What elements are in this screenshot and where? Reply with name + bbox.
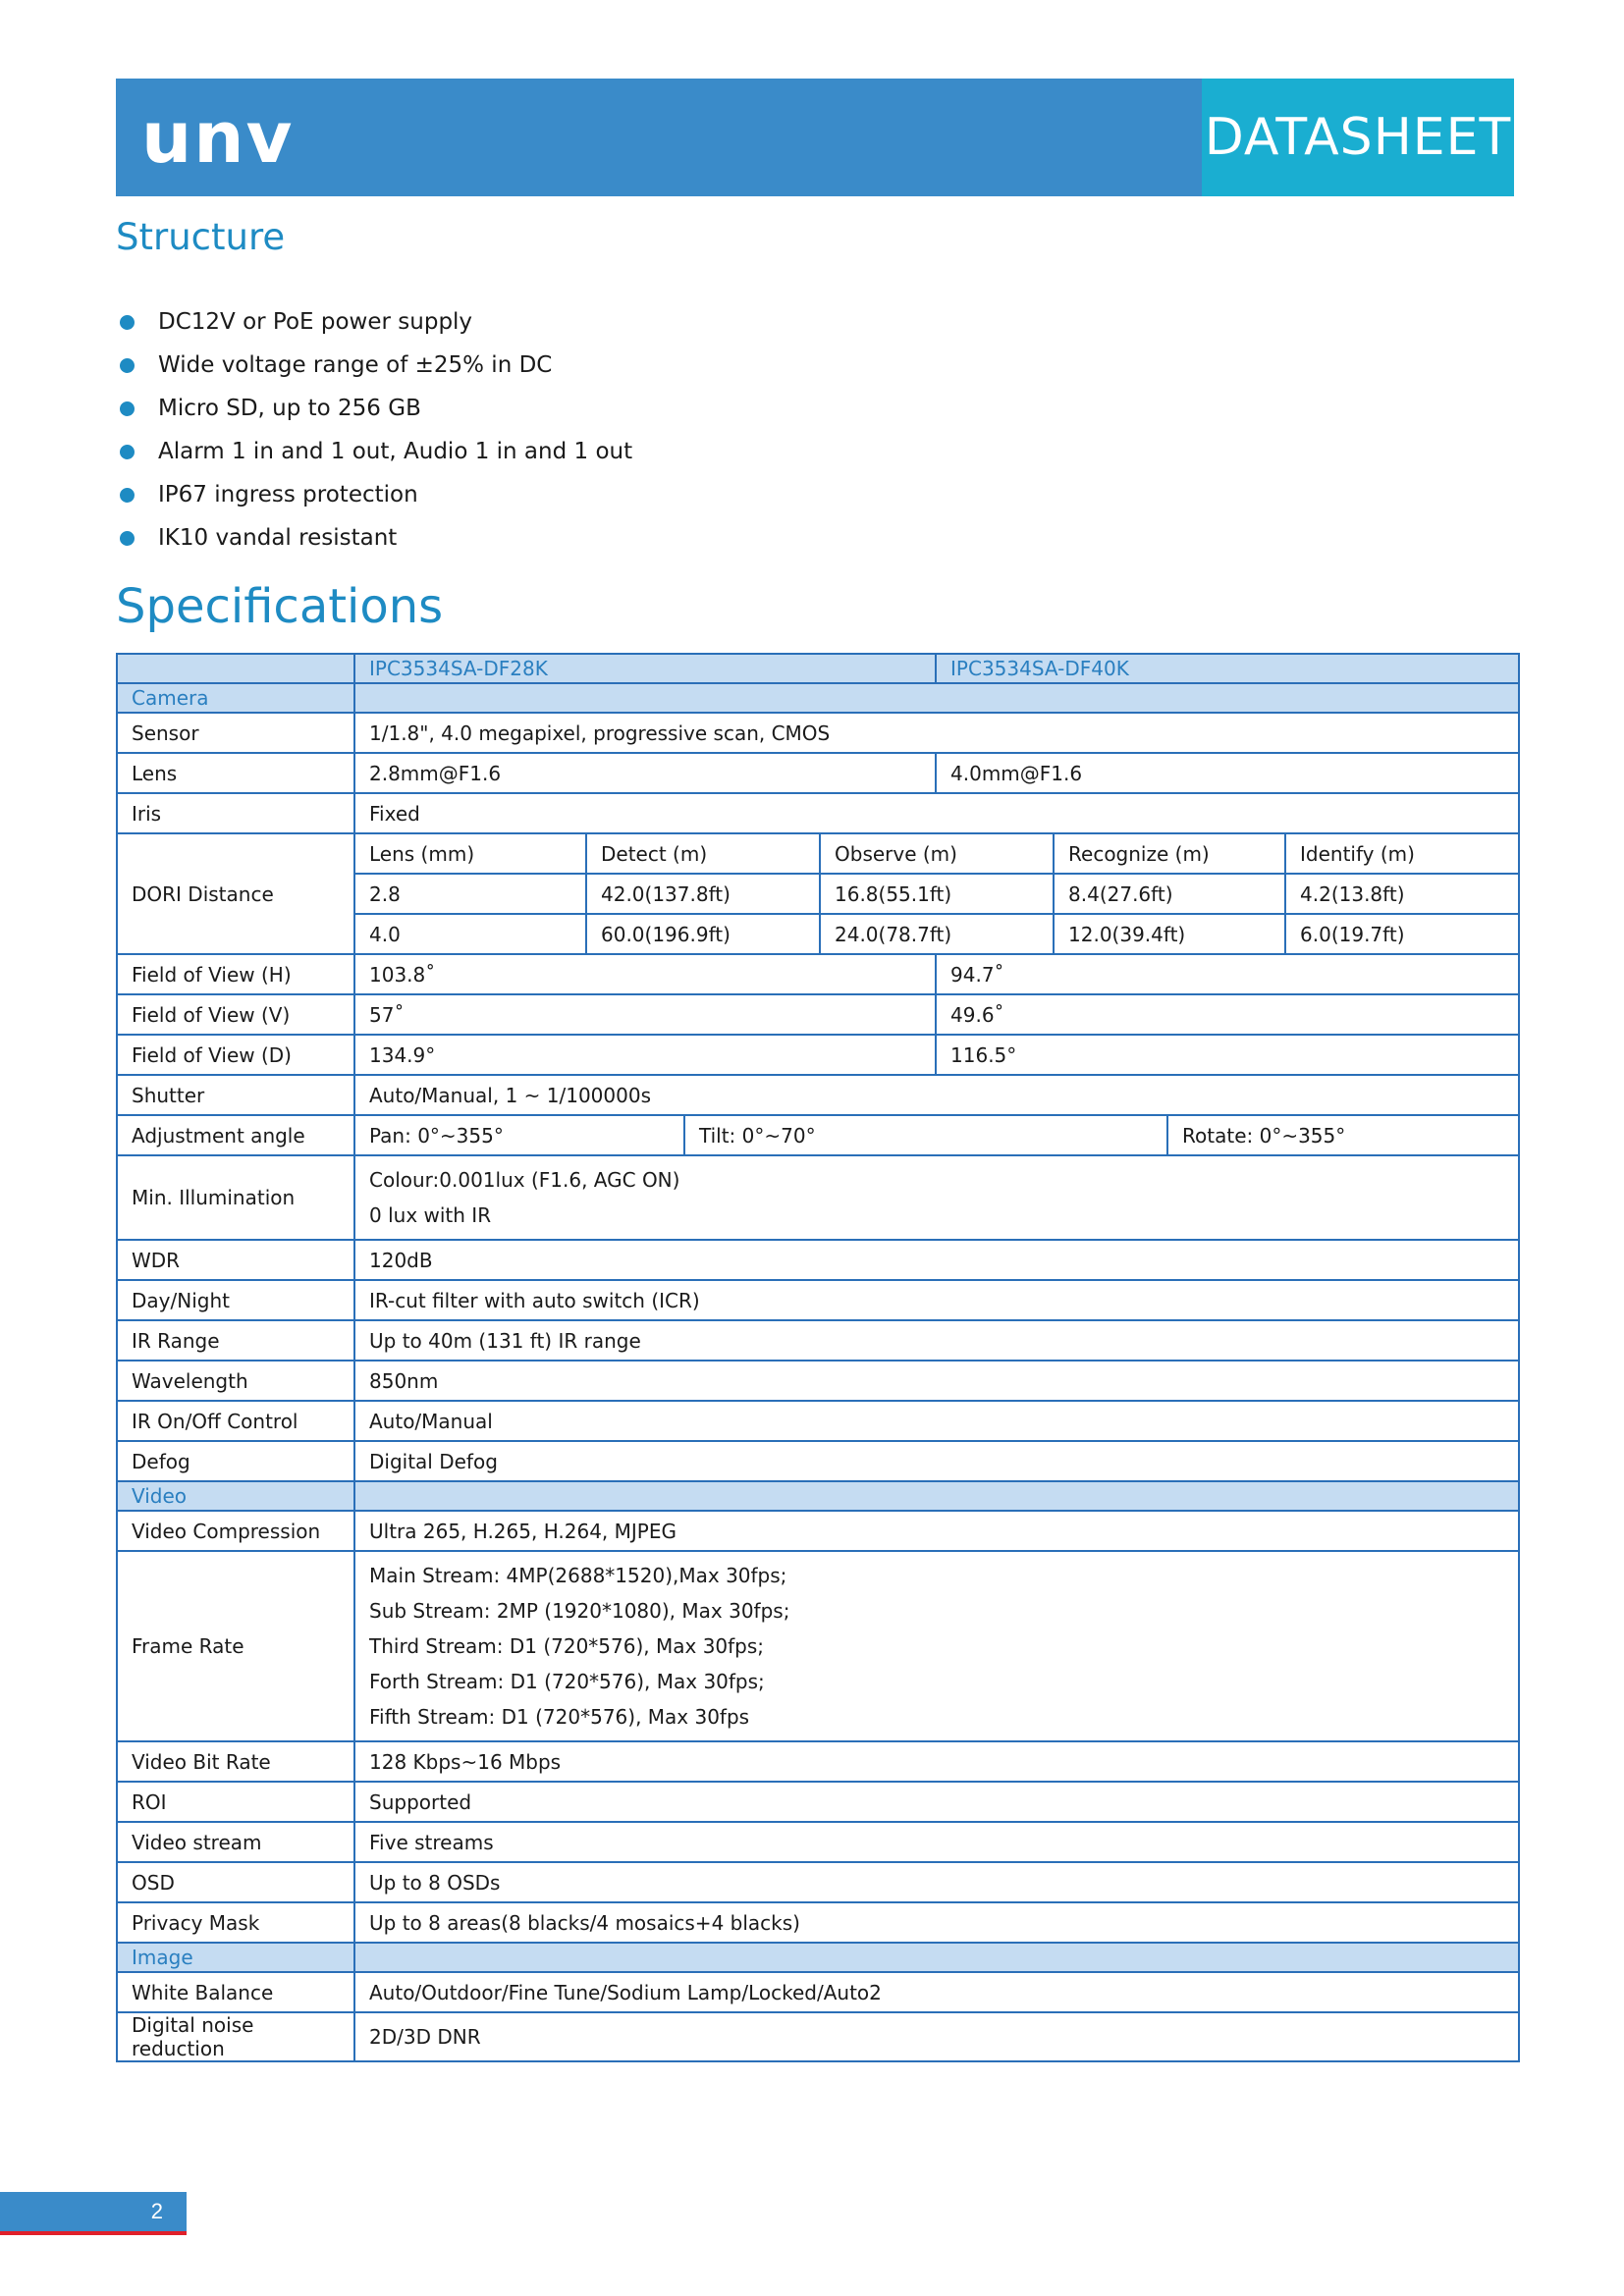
dori-cell: 60.0(196.9ft) (586, 914, 820, 954)
table-row (117, 753, 1519, 793)
row-label: Frame Rate (117, 1551, 354, 1741)
dori-cell: 8.4(27.6ft) (1054, 874, 1285, 914)
table-row (117, 1401, 1519, 1441)
table-row (117, 2012, 1519, 2061)
bullet-icon (120, 315, 135, 330)
row-value: 128 Kbps~16 Mbps (354, 1741, 1519, 1782)
table-row (117, 1441, 1519, 1481)
row-label: OSD (117, 1862, 354, 1902)
dori-cell: 16.8(55.1ft) (820, 874, 1054, 914)
table-row (117, 994, 1519, 1035)
dori-cell: 4.0 (354, 914, 586, 954)
dori-header-cell: Lens (mm) (354, 833, 586, 874)
row-value: Five streams (354, 1822, 1519, 1862)
table-cell (354, 1481, 1519, 1511)
table-row (117, 1902, 1519, 1943)
table-row (117, 1361, 1519, 1401)
row-value: IR-cut filter with auto switch (ICR) (354, 1280, 1519, 1320)
structure-list (116, 300, 632, 560)
row-label: Field of View (V) (117, 994, 354, 1035)
dori-header-cell: Identify (m) (1285, 833, 1519, 874)
row-label: DORI Distance (117, 833, 354, 954)
row-value: 134.9° (354, 1035, 936, 1075)
table-row (117, 713, 1519, 753)
table-row (117, 1320, 1519, 1361)
row-label: Sensor (117, 713, 354, 753)
category-image: Image (117, 1943, 354, 1972)
table-row (117, 1511, 1519, 1551)
row-label: Shutter (117, 1075, 354, 1115)
row-label: Field of View (H) (117, 954, 354, 994)
row-value: 850nm (354, 1361, 1519, 1401)
table-row (117, 1943, 1519, 1972)
row-value: Supported (354, 1782, 1519, 1822)
row-value: Auto/Manual (354, 1401, 1519, 1441)
row-label: ROI (117, 1782, 354, 1822)
bullet-icon (120, 445, 135, 459)
bullet-icon (120, 531, 135, 546)
row-label: Adjustment angle (117, 1115, 354, 1155)
bullet-icon (120, 401, 135, 416)
table-row (117, 1075, 1519, 1115)
list-item: Micro SD, up to 256 GB (116, 387, 632, 430)
row-label: Video Compression (117, 1511, 354, 1551)
dori-cell: 4.2(13.8ft) (1285, 874, 1519, 914)
table-row (117, 1115, 1519, 1155)
row-value: 2.8mm@F1.6 (354, 753, 936, 793)
page-number: 2 (0, 2192, 187, 2231)
datasheet-tag: DATASHEET (1202, 79, 1514, 196)
row-label: Min. Illumination (117, 1155, 354, 1240)
row-label: Lens (117, 753, 354, 793)
list-item: Wide voltage range of ±25% in DC (116, 344, 632, 387)
footer-divider (0, 2231, 187, 2235)
table-cell (354, 683, 1519, 713)
row-label: Day/Night (117, 1280, 354, 1320)
dori-cell: 6.0(19.7ft) (1285, 914, 1519, 954)
dori-cell: 24.0(78.7ft) (820, 914, 1054, 954)
table-row (117, 683, 1519, 713)
row-value: Up to 8 OSDs (354, 1862, 1519, 1902)
row-label: IR Range (117, 1320, 354, 1361)
brand-area (116, 79, 1202, 196)
dori-cell: 2.8 (354, 874, 586, 914)
dori-cell: 12.0(39.4ft) (1054, 914, 1285, 954)
row-value: Up to 8 areas(8 blacks/4 mosaics+4 blacks) (354, 1902, 1519, 1943)
table-row (117, 1155, 1519, 1240)
table-cell (354, 1943, 1519, 1972)
list-item: Alarm 1 in and 1 out, Audio 1 in and 1 out (116, 430, 632, 473)
model-header-28k: IPC3534SA-DF28K (354, 654, 936, 683)
row-value: 116.5° (936, 1035, 1519, 1075)
table-row (117, 1972, 1519, 2012)
list-item: IK10 vandal resistant (116, 516, 632, 560)
table-row (117, 1240, 1519, 1280)
row-label: Field of View (D) (117, 1035, 354, 1075)
model-header-40k: IPC3534SA-DF40K (936, 654, 1519, 683)
specifications-title: Specifications (116, 579, 444, 634)
row-value: Auto/Manual, 1 ~ 1/100000s (354, 1075, 1519, 1115)
row-label: Wavelength (117, 1361, 354, 1401)
row-label: White Balance (117, 1972, 354, 2012)
row-value: Main Stream: 4MP(2688*1520),Max 30fps; Sub Stream: 2MP (1920*1080), Max 30fps; Third Stream: D1 (720*576), Max 30fps; Forth Stream: D1 (720*576), Max 30fps; Fifth Stream: D1 (720*576), Max 30fps (354, 1551, 1519, 1741)
category-camera: Camera (117, 683, 354, 713)
row-value: Tilt: 0°~70° (684, 1115, 1167, 1155)
dori-cell: 42.0(137.8ft) (586, 874, 820, 914)
row-label: Video stream (117, 1822, 354, 1862)
row-value: 103.8˚ (354, 954, 936, 994)
dori-header-cell: Observe (m) (820, 833, 1054, 874)
row-value: Up to 40m (131 ft) IR range (354, 1320, 1519, 1361)
specifications-table (116, 653, 1520, 2062)
row-value: 2D/3D DNR (354, 2012, 1519, 2061)
unv-logo: unv (141, 96, 295, 179)
table-row (117, 1280, 1519, 1320)
structure-title: Structure (116, 216, 286, 258)
row-value: 120dB (354, 1240, 1519, 1280)
row-label: Video Bit Rate (117, 1741, 354, 1782)
row-value: 94.7˚ (936, 954, 1519, 994)
datasheet-header (116, 79, 1514, 196)
row-value: 1/1.8", 4.0 megapixel, progressive scan, CMOS (354, 713, 1519, 753)
dori-header-cell: Detect (m) (586, 833, 820, 874)
row-label: Digital noise reduction (117, 2012, 354, 2061)
row-value: Ultra 265, H.265, H.264, MJPEG (354, 1511, 1519, 1551)
category-video: Video (117, 1481, 354, 1511)
table-row (117, 1862, 1519, 1902)
table-row (117, 1822, 1519, 1862)
table-row (117, 954, 1519, 994)
bullet-icon (120, 358, 135, 373)
row-label: Defog (117, 1441, 354, 1481)
list-item: DC12V or PoE power supply (116, 300, 632, 344)
table-row (117, 1481, 1519, 1511)
dori-header-cell: Recognize (m) (1054, 833, 1285, 874)
row-label: Iris (117, 793, 354, 833)
row-value: 57˚ (354, 994, 936, 1035)
row-label: WDR (117, 1240, 354, 1280)
table-cell (117, 654, 354, 683)
row-label: Privacy Mask (117, 1902, 354, 1943)
row-value: Digital Defog (354, 1441, 1519, 1481)
row-value: Auto/Outdoor/Fine Tune/Sodium Lamp/Locked/Auto2 (354, 1972, 1519, 2012)
row-value: 49.6˚ (936, 994, 1519, 1035)
bullet-icon (120, 488, 135, 503)
row-value: 4.0mm@F1.6 (936, 753, 1519, 793)
table-row (117, 833, 1519, 874)
list-item: IP67 ingress protection (116, 473, 632, 516)
row-value: Colour:0.001lux (F1.6, AGC ON) 0 lux with IR (354, 1155, 1519, 1240)
table-row (117, 1782, 1519, 1822)
table-row (117, 1551, 1519, 1741)
table-row (117, 793, 1519, 833)
row-value: Pan: 0°~355° (354, 1115, 684, 1155)
row-value: Rotate: 0°~355° (1167, 1115, 1519, 1155)
row-value: Fixed (354, 793, 1519, 833)
row-label: IR On/Off Control (117, 1401, 354, 1441)
table-row (117, 1035, 1519, 1075)
table-row (117, 654, 1519, 683)
table-row (117, 1741, 1519, 1782)
